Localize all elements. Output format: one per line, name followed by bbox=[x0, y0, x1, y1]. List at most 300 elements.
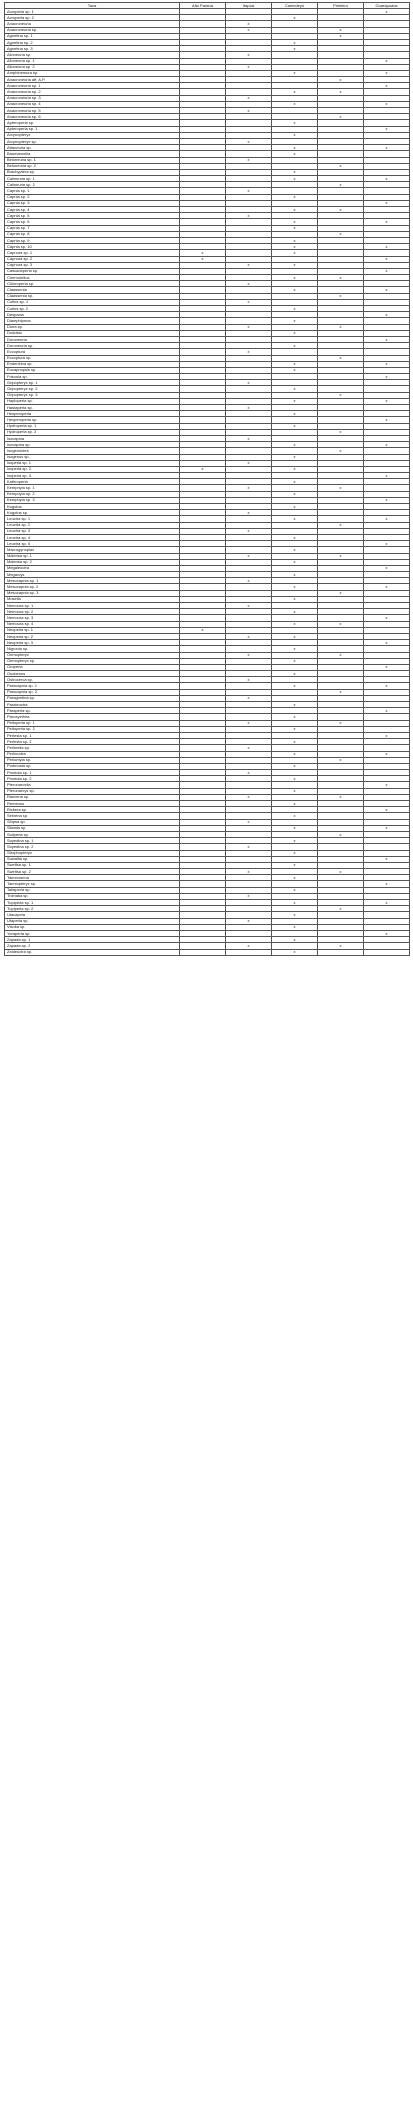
presence-cell: x bbox=[272, 739, 318, 745]
presence-cell: x bbox=[226, 677, 272, 683]
presence-cell: x bbox=[272, 89, 318, 95]
taxon-cell: Strophopteryx bbox=[5, 850, 180, 856]
taxon-cell: Doroneuria bbox=[5, 336, 180, 342]
taxon-cell: Acroperla sp. 2 bbox=[5, 15, 180, 21]
taxon-cell: Claassenia sp. bbox=[5, 293, 180, 299]
presence-cell: x bbox=[272, 262, 318, 268]
taxa-table bbox=[4, 2, 410, 956]
taxon-cell: Capnia sp. 3 bbox=[5, 200, 180, 206]
presence-cell: x bbox=[364, 312, 410, 318]
taxon-cell: Zapada sp. 2 bbox=[5, 943, 180, 949]
presence-cell: x bbox=[272, 646, 318, 652]
taxon-cell: Frisonia sp. bbox=[5, 374, 180, 380]
presence-cell: x bbox=[272, 306, 318, 312]
presence-cell bbox=[180, 949, 226, 955]
presence-cell: x bbox=[364, 83, 410, 89]
taxon-cell: Anacroneuria sp. 2 bbox=[5, 89, 180, 95]
presence-cell: x bbox=[272, 609, 318, 615]
presence-cell: x bbox=[272, 15, 318, 21]
presence-cell: x bbox=[364, 268, 410, 274]
taxon-cell: Mesocapnia sp. 2 bbox=[5, 584, 180, 590]
presence-cell: x bbox=[364, 497, 410, 503]
taxon-cell: Arcynopteryx bbox=[5, 132, 180, 138]
presence-cell: x bbox=[364, 708, 410, 714]
taxon-cell: Visoka sp. bbox=[5, 924, 180, 930]
presence-cell: x bbox=[318, 485, 364, 491]
presence-cell bbox=[364, 949, 410, 955]
presence-cell: x bbox=[364, 541, 410, 547]
taxon-cell: Paraleuctra bbox=[5, 702, 180, 708]
taxon-cell: Oemopteryx bbox=[5, 652, 180, 658]
taxon-cell: Kogotus bbox=[5, 504, 180, 510]
presence-cell: x bbox=[272, 46, 318, 52]
taxon-cell: Gripopteryx sp. 3 bbox=[5, 392, 180, 398]
presence-cell: x bbox=[226, 435, 272, 441]
taxon-cell: Soliperla sp. bbox=[5, 831, 180, 837]
presence-cell: x bbox=[272, 776, 318, 782]
presence-cell: x bbox=[226, 510, 272, 516]
taxon-cell: Kempnyia sp. 3 bbox=[5, 497, 180, 503]
presence-cell bbox=[318, 949, 364, 955]
taxon-cell: Paragnetina sp. bbox=[5, 695, 180, 701]
presence-cell: x bbox=[226, 213, 272, 219]
taxon-cell: Amphinemura sp. bbox=[5, 70, 180, 76]
presence-cell: x bbox=[272, 702, 318, 708]
taxon-cell: Anacroneuria sp. 6 bbox=[5, 114, 180, 120]
presence-cell: x bbox=[364, 58, 410, 64]
taxon-cell: Isoperla sp. 3 bbox=[5, 473, 180, 479]
taxon-cell: Leuctra sp. 1 bbox=[5, 516, 180, 522]
presence-cell: x bbox=[318, 522, 364, 528]
taxon-cell: Claassenia bbox=[5, 287, 180, 293]
presence-cell: x bbox=[318, 429, 364, 435]
taxon-cell: Eucapnopsis sp. bbox=[5, 367, 180, 373]
presence-cell: x bbox=[364, 856, 410, 862]
presence-cell: x bbox=[364, 336, 410, 342]
column-header: Guarapuava bbox=[364, 3, 410, 9]
presence-cell: x bbox=[318, 27, 364, 33]
presence-cell: x bbox=[364, 473, 410, 479]
column-header: Itapúa bbox=[226, 3, 272, 9]
presence-cell: x bbox=[364, 782, 410, 788]
presence-cell: x bbox=[272, 850, 318, 856]
presence-cell: x bbox=[272, 825, 318, 831]
presence-cell: x bbox=[272, 788, 318, 794]
taxon-cell: Anacroneuria sp. 1 bbox=[5, 83, 180, 89]
taxon-cell: Chloroperla sp. bbox=[5, 281, 180, 287]
presence-cell: x bbox=[272, 596, 318, 602]
taxon-cell: Ostrocerca sp. bbox=[5, 677, 180, 683]
presence-cell: x bbox=[226, 27, 272, 33]
taxon-cell: Eccoptura bbox=[5, 349, 180, 355]
taxon-cell: Triznaka sp. bbox=[5, 893, 180, 899]
presence-cell: x bbox=[226, 405, 272, 411]
taxon-cell: Taenionema bbox=[5, 875, 180, 881]
presence-cell: x bbox=[272, 924, 318, 930]
presence-cell: x bbox=[272, 330, 318, 336]
taxon-cell: Capnia sp. 4 bbox=[5, 207, 180, 213]
taxon-cell: Beloneuria sp. 2 bbox=[5, 163, 180, 169]
presence-cell: x bbox=[272, 937, 318, 943]
presence-cell: x bbox=[272, 386, 318, 392]
presence-cell: x bbox=[226, 262, 272, 268]
presence-cell: x bbox=[272, 516, 318, 522]
taxon-cell: Setvena sp. bbox=[5, 813, 180, 819]
presence-cell: x bbox=[318, 553, 364, 559]
presence-cell: x bbox=[272, 671, 318, 677]
presence-cell: x bbox=[226, 869, 272, 875]
taxon-cell: Neoperla sp. 1 bbox=[5, 627, 180, 633]
presence-cell: x bbox=[272, 176, 318, 182]
taxon-cell: Oroperla bbox=[5, 664, 180, 670]
presence-cell: x bbox=[318, 77, 364, 83]
presence-cell: x bbox=[226, 745, 272, 751]
taxon-cell: Alloneuria sp. 2 bbox=[5, 64, 180, 70]
presence-cell: x bbox=[364, 374, 410, 380]
presence-cell: x bbox=[318, 720, 364, 726]
presence-cell: x bbox=[364, 244, 410, 250]
presence-cell: x bbox=[226, 603, 272, 609]
presence-cell: x bbox=[272, 169, 318, 175]
presence-cell: x bbox=[318, 906, 364, 912]
taxon-cell: Hydroperla sp. 1 bbox=[5, 423, 180, 429]
presence-cell: x bbox=[272, 132, 318, 138]
presence-cell: x bbox=[364, 101, 410, 107]
taxon-cell: Enderleina sp. bbox=[5, 361, 180, 367]
presence-cell: x bbox=[364, 176, 410, 182]
taxon-cell: Isoperla sp. 2 bbox=[5, 466, 180, 472]
taxon-cell: Sweltsa sp. 2 bbox=[5, 869, 180, 875]
taxon-cell: Apteroperla sp. 1 bbox=[5, 126, 180, 132]
taxon-cell: Perlinodes bbox=[5, 751, 180, 757]
presence-cell: x bbox=[364, 442, 410, 448]
presence-cell: x bbox=[226, 380, 272, 386]
presence-cell: x bbox=[226, 95, 272, 101]
presence-cell: x bbox=[272, 714, 318, 720]
presence-cell: x bbox=[364, 361, 410, 367]
presence-cell: x bbox=[226, 324, 272, 330]
presence-cell: x bbox=[364, 70, 410, 76]
presence-cell: x bbox=[226, 578, 272, 584]
taxon-cell: Peltoperla sp. 2 bbox=[5, 726, 180, 732]
presence-cell: x bbox=[272, 287, 318, 293]
presence-cell: x bbox=[364, 664, 410, 670]
presence-cell: x bbox=[272, 411, 318, 417]
presence-cell: x bbox=[272, 838, 318, 844]
presence-cell: x bbox=[226, 460, 272, 466]
presence-cell: x bbox=[226, 21, 272, 27]
presence-cell: x bbox=[364, 930, 410, 936]
taxon-cell: Kathroperla bbox=[5, 479, 180, 485]
presence-cell: x bbox=[364, 640, 410, 646]
column-header: Alto Paraná bbox=[180, 3, 226, 9]
presence-cell: x bbox=[364, 516, 410, 522]
presence-cell: x bbox=[226, 64, 272, 70]
presence-cell: x bbox=[226, 770, 272, 776]
presence-cell: x bbox=[272, 423, 318, 429]
taxon-cell: Capnia sp. 10 bbox=[5, 244, 180, 250]
taxon-cell: Megarcys bbox=[5, 572, 180, 578]
presence-cell: x bbox=[226, 108, 272, 114]
taxon-cell: Agnetina sp. 2 bbox=[5, 39, 180, 45]
presence-cell: x bbox=[364, 565, 410, 571]
taxon-cell: Anacroneuria sp. 3 bbox=[5, 95, 180, 101]
taxon-cell: Moselia bbox=[5, 596, 180, 602]
presence-cell: x bbox=[272, 559, 318, 565]
taxon-cell: Gripopteryx sp. 1 bbox=[5, 380, 180, 386]
taxon-cell: Soyedina sp. 2 bbox=[5, 844, 180, 850]
taxon-cell: Macrogynoplax bbox=[5, 547, 180, 553]
presence-cell: x bbox=[226, 553, 272, 559]
presence-cell: x bbox=[272, 875, 318, 881]
presence-cell: x bbox=[318, 689, 364, 695]
presence-cell: x bbox=[272, 237, 318, 243]
presence-cell: x bbox=[364, 9, 410, 15]
taxon-cell: Perlesta sp. 1 bbox=[5, 732, 180, 738]
taxon-cell: Skwala sp. bbox=[5, 825, 180, 831]
presence-cell: x bbox=[364, 287, 410, 293]
taxon-cell: Calineuria sp. 2 bbox=[5, 182, 180, 188]
presence-cell: x bbox=[318, 943, 364, 949]
taxon-cell: Doddsia bbox=[5, 330, 180, 336]
presence-cell: x bbox=[272, 454, 318, 460]
taxon-cell: Peltoperla sp. 1 bbox=[5, 720, 180, 726]
taxon-cell: Calineuria sp. 1 bbox=[5, 176, 180, 182]
taxon-cell: Taeniopteryx sp. bbox=[5, 881, 180, 887]
presence-cell: x bbox=[272, 194, 318, 200]
presence-cell: x bbox=[226, 349, 272, 355]
presence-cell: x bbox=[226, 485, 272, 491]
taxon-cell: Hydroperla sp. 2 bbox=[5, 429, 180, 435]
taxon-cell: Capnia sp. 9 bbox=[5, 237, 180, 243]
taxon-cell: Zealeuctra sp. bbox=[5, 949, 180, 955]
presence-cell: x bbox=[318, 652, 364, 658]
taxon-cell: Paroxyethira bbox=[5, 714, 180, 720]
presence-cell: x bbox=[318, 324, 364, 330]
presence-cell: x bbox=[180, 466, 226, 472]
presence-cell: x bbox=[272, 120, 318, 126]
taxon-cell: Kogotus sp. bbox=[5, 510, 180, 516]
presence-cell: x bbox=[272, 225, 318, 231]
taxon-cell: Paracapnia sp. 2 bbox=[5, 689, 180, 695]
presence-cell: x bbox=[272, 442, 318, 448]
presence-cell: x bbox=[226, 943, 272, 949]
presence-cell: x bbox=[318, 869, 364, 875]
table-body bbox=[5, 9, 410, 956]
taxon-cell: Neoperla sp. 3 bbox=[5, 640, 180, 646]
taxon-cell: Paracapnia sp. 1 bbox=[5, 683, 180, 689]
taxon-cell: Malenka sp. 1 bbox=[5, 553, 180, 559]
taxon-cell: Nigronia sp. bbox=[5, 646, 180, 652]
presence-cell: x bbox=[226, 157, 272, 163]
presence-cell: x bbox=[272, 318, 318, 324]
taxon-cell: Neoperla sp. 2 bbox=[5, 633, 180, 639]
taxon-cell: Agnetina sp. 3 bbox=[5, 46, 180, 52]
taxon-cell: Tallaperla sp. bbox=[5, 887, 180, 893]
presence-cell: x bbox=[226, 918, 272, 924]
presence-cell: x bbox=[272, 534, 318, 540]
taxon-cell: Isocapnia sp. bbox=[5, 442, 180, 448]
presence-cell: x bbox=[226, 299, 272, 305]
taxon-cell: Capnia sp. 8 bbox=[5, 231, 180, 237]
taxon-cell: Nemoura sp. 2 bbox=[5, 609, 180, 615]
presence-cell: x bbox=[318, 33, 364, 39]
table-row bbox=[5, 949, 410, 955]
taxon-cell: Isogenus sp. bbox=[5, 454, 180, 460]
taxon-cell: Malenka sp. 2 bbox=[5, 559, 180, 565]
presence-cell: x bbox=[318, 590, 364, 596]
taxon-cell: Anacroneuria sp. 5 bbox=[5, 108, 180, 114]
taxon-cell: Diura sp. bbox=[5, 324, 180, 330]
presence-cell: x bbox=[318, 448, 364, 454]
taxon-cell: Cultus sp. 2 bbox=[5, 306, 180, 312]
presence-cell: x bbox=[272, 633, 318, 639]
presence-cell: x bbox=[318, 794, 364, 800]
taxon-cell: Capnia sp. 5 bbox=[5, 213, 180, 219]
presence-cell: x bbox=[226, 819, 272, 825]
presence-cell: x bbox=[364, 615, 410, 621]
taxon-cell: Kempnyia sp. 2 bbox=[5, 491, 180, 497]
taxon-cell: Sweltsa sp. 1 bbox=[5, 862, 180, 868]
taxon-cell: Perlesta sp. 2 bbox=[5, 739, 180, 745]
presence-cell: x bbox=[272, 398, 318, 404]
taxon-cell: Beloneuria sp. 1 bbox=[5, 157, 180, 163]
taxon-cell: Hesperoperla sp. bbox=[5, 417, 180, 423]
taxon-cell: Cultus sp. 1 bbox=[5, 299, 180, 305]
presence-cell: x bbox=[364, 881, 410, 887]
presence-cell: x bbox=[364, 825, 410, 831]
presence-cell: x bbox=[272, 361, 318, 367]
presence-cell: x bbox=[318, 392, 364, 398]
taxon-cell: Leuctra sp. 2 bbox=[5, 522, 180, 528]
presence-cell: x bbox=[272, 949, 318, 955]
taxon-cell: Pteronarcella bbox=[5, 782, 180, 788]
presence-cell: x bbox=[226, 52, 272, 58]
presence-cell: x bbox=[272, 101, 318, 107]
presence-cell: x bbox=[272, 547, 318, 553]
taxon-cell: Leuctra sp. 5 bbox=[5, 541, 180, 547]
taxon-cell: Megaleuctra bbox=[5, 565, 180, 571]
taxon-cell: Agnetina sp. 1 bbox=[5, 33, 180, 39]
taxon-cell: Haploperla sp. bbox=[5, 398, 180, 404]
presence-cell: x bbox=[272, 584, 318, 590]
presence-cell: x bbox=[272, 151, 318, 157]
presence-cell: x bbox=[318, 275, 364, 281]
column-header: Taxa bbox=[5, 3, 180, 9]
taxon-cell: Nemoura sp. 1 bbox=[5, 603, 180, 609]
presence-cell: x bbox=[272, 900, 318, 906]
presence-cell: x bbox=[272, 367, 318, 373]
presence-cell: x bbox=[364, 751, 410, 757]
taxon-cell: Isocapnia bbox=[5, 435, 180, 441]
presence-cell: x bbox=[226, 528, 272, 534]
taxon-cell: Anacroneuria sp. 4 bbox=[5, 101, 180, 107]
taxon-cell: Kempnyia sp. 1 bbox=[5, 485, 180, 491]
taxon-cell: Chernokrilus bbox=[5, 275, 180, 281]
presence-cell: x bbox=[318, 355, 364, 361]
taxon-cell: Brachyptera sp. bbox=[5, 169, 180, 175]
presence-cell: x bbox=[272, 491, 318, 497]
presence-cell: x bbox=[364, 807, 410, 813]
taxon-cell: Despaxia bbox=[5, 312, 180, 318]
presence-cell: x bbox=[272, 658, 318, 664]
taxon-cell: Capnia sp. 2 bbox=[5, 194, 180, 200]
presence-cell: x bbox=[272, 343, 318, 349]
presence-cell: x bbox=[272, 683, 318, 689]
presence-cell: x bbox=[318, 182, 364, 188]
presence-cell: x bbox=[226, 138, 272, 144]
presence-cell: x bbox=[272, 145, 318, 151]
presence-cell: x bbox=[364, 584, 410, 590]
taxon-cell: Utacapnia bbox=[5, 912, 180, 918]
presence-cell: x bbox=[180, 256, 226, 262]
taxon-cell: Doroneuria sp. bbox=[5, 343, 180, 349]
taxon-cell: Alloneuria sp. bbox=[5, 52, 180, 58]
taxon-cell: Hesperoperla bbox=[5, 411, 180, 417]
taxon-cell: Suwallia sp. bbox=[5, 856, 180, 862]
taxon-cell: Osobenus bbox=[5, 671, 180, 677]
presence-cell: x bbox=[318, 831, 364, 837]
presence-cell: x bbox=[364, 417, 410, 423]
presence-cell: x bbox=[272, 887, 318, 893]
presence-cell: x bbox=[364, 398, 410, 404]
taxon-cell: Diamphipnoa bbox=[5, 318, 180, 324]
presence-cell: x bbox=[318, 114, 364, 120]
taxon-cell: Pteronarcys sp. bbox=[5, 788, 180, 794]
taxon-cell: Hastaperla sp. bbox=[5, 405, 180, 411]
presence-cell: x bbox=[318, 293, 364, 299]
presence-cell: x bbox=[318, 231, 364, 237]
taxon-cell: Rickera sp. bbox=[5, 807, 180, 813]
taxon-cell: Zapada sp. 1 bbox=[5, 937, 180, 943]
taxon-cell: Leuctra sp. 3 bbox=[5, 528, 180, 534]
taxon-cell: Capnura sp. 1 bbox=[5, 250, 180, 256]
taxon-cell: Capnia sp. 1 bbox=[5, 188, 180, 194]
taxon-cell: Perlinella sp. bbox=[5, 745, 180, 751]
taxon-cell: Shipsa sp. bbox=[5, 819, 180, 825]
taxon-cell: Nemoura sp. 3 bbox=[5, 615, 180, 621]
taxon-cell: Prostoia sp. 2 bbox=[5, 776, 180, 782]
taxon-cell: Apteroperla sp. bbox=[5, 120, 180, 126]
presence-cell: x bbox=[272, 912, 318, 918]
presence-cell: x bbox=[364, 219, 410, 225]
column-header: Pinheiro bbox=[318, 3, 364, 9]
presence-cell: x bbox=[226, 844, 272, 850]
presence-cell: x bbox=[272, 813, 318, 819]
taxon-cell: Capnia sp. 6 bbox=[5, 219, 180, 225]
presence-cell: x bbox=[272, 244, 318, 250]
taxon-cell: Isoperla sp. 1 bbox=[5, 460, 180, 466]
presence-cell: x bbox=[226, 720, 272, 726]
presence-cell: x bbox=[272, 219, 318, 225]
presence-cell: x bbox=[272, 504, 318, 510]
taxon-cell: Prostoia sp. 1 bbox=[5, 770, 180, 776]
presence-cell: x bbox=[318, 89, 364, 95]
taxon-cell: Acroperla sp. 1 bbox=[5, 9, 180, 15]
presence-cell: x bbox=[364, 126, 410, 132]
presence-cell: x bbox=[318, 757, 364, 763]
taxon-cell: Arcynopteryx sp. bbox=[5, 138, 180, 144]
presence-cell: x bbox=[272, 70, 318, 76]
presence-cell: x bbox=[318, 207, 364, 213]
presence-cell: x bbox=[272, 207, 318, 213]
taxon-cell: Podmosta sp. bbox=[5, 763, 180, 769]
taxon-cell: Capnia sp. 7 bbox=[5, 225, 180, 231]
taxon-cell: Soyedina sp. 1 bbox=[5, 838, 180, 844]
taxon-cell: Baumannella bbox=[5, 151, 180, 157]
presence-cell: x bbox=[364, 683, 410, 689]
taxon-cell: Eccoptura sp. bbox=[5, 355, 180, 361]
